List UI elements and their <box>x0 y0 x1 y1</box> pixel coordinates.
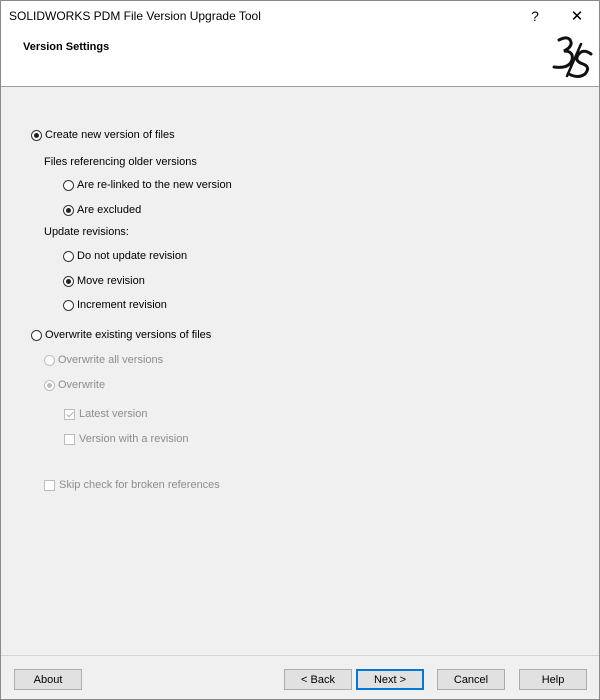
create-new-version-radio[interactable] <box>31 127 175 143</box>
radio-indicator <box>44 355 55 366</box>
files-referencing-label: Files referencing older versions <box>44 156 197 168</box>
overwrite-all-label: Overwrite all versions <box>58 354 164 366</box>
back-button[interactable]: < Back <box>284 669 352 690</box>
skip-check-label: Skip check for broken references <box>59 479 220 491</box>
latest-version-checkbox[interactable] <box>64 406 147 422</box>
skip-check-checkbox[interactable] <box>44 477 220 493</box>
overwrite-radio[interactable] <box>44 377 105 393</box>
relinked-radio[interactable] <box>63 177 232 193</box>
increment-revision-label: Increment revision <box>77 299 167 311</box>
radio-indicator <box>63 205 74 216</box>
relinked-label: Are re-linked to the new version <box>77 179 232 191</box>
update-revisions-label: Update revisions: <box>44 226 129 238</box>
radio-indicator <box>63 180 74 191</box>
radio-indicator <box>31 130 42 141</box>
radio-indicator <box>63 276 74 287</box>
move-revision-radio[interactable] <box>63 273 145 289</box>
excluded-radio[interactable] <box>63 202 141 218</box>
overwrite-existing-radio[interactable] <box>31 327 211 343</box>
cancel-button[interactable]: Cancel <box>437 669 505 690</box>
3ds-logo-icon <box>545 34 593 80</box>
wizard-header <box>1 31 599 87</box>
increment-revision-radio[interactable] <box>63 297 167 313</box>
version-with-revision-checkbox[interactable] <box>64 431 188 447</box>
overwrite-label: Overwrite <box>58 379 106 391</box>
radio-indicator <box>63 251 74 262</box>
next-button[interactable]: Next > <box>356 669 424 690</box>
check-indicator <box>44 480 55 491</box>
close-button[interactable]: ✕ <box>570 8 584 25</box>
title-bar <box>1 1 599 31</box>
help-title-button[interactable]: ? <box>531 8 539 24</box>
create-new-version-label: Create new version of files <box>45 129 175 141</box>
about-button[interactable]: About <box>14 669 82 690</box>
overwrite-existing-label: Overwrite existing versions of files <box>45 329 212 341</box>
do-not-update-revision-radio[interactable] <box>63 248 187 264</box>
do-not-update-label: Do not update revision <box>77 250 188 262</box>
excluded-label: Are excluded <box>77 204 142 216</box>
page-title: Version Settings <box>23 41 110 53</box>
settings-panel <box>1 87 599 647</box>
check-indicator <box>64 409 75 420</box>
overwrite-all-versions-radio[interactable] <box>44 352 163 368</box>
radio-indicator <box>63 300 74 311</box>
radio-indicator <box>44 380 55 391</box>
help-button[interactable]: Help <box>519 669 587 690</box>
version-with-revision-label: Version with a revision <box>79 433 189 445</box>
check-indicator <box>64 434 75 445</box>
footer-divider <box>1 655 599 656</box>
move-revision-label: Move revision <box>77 275 145 287</box>
radio-indicator <box>31 330 42 341</box>
window-title: SOLIDWORKS PDM File Version Upgrade Tool <box>9 9 261 23</box>
latest-version-label: Latest version <box>79 408 148 420</box>
